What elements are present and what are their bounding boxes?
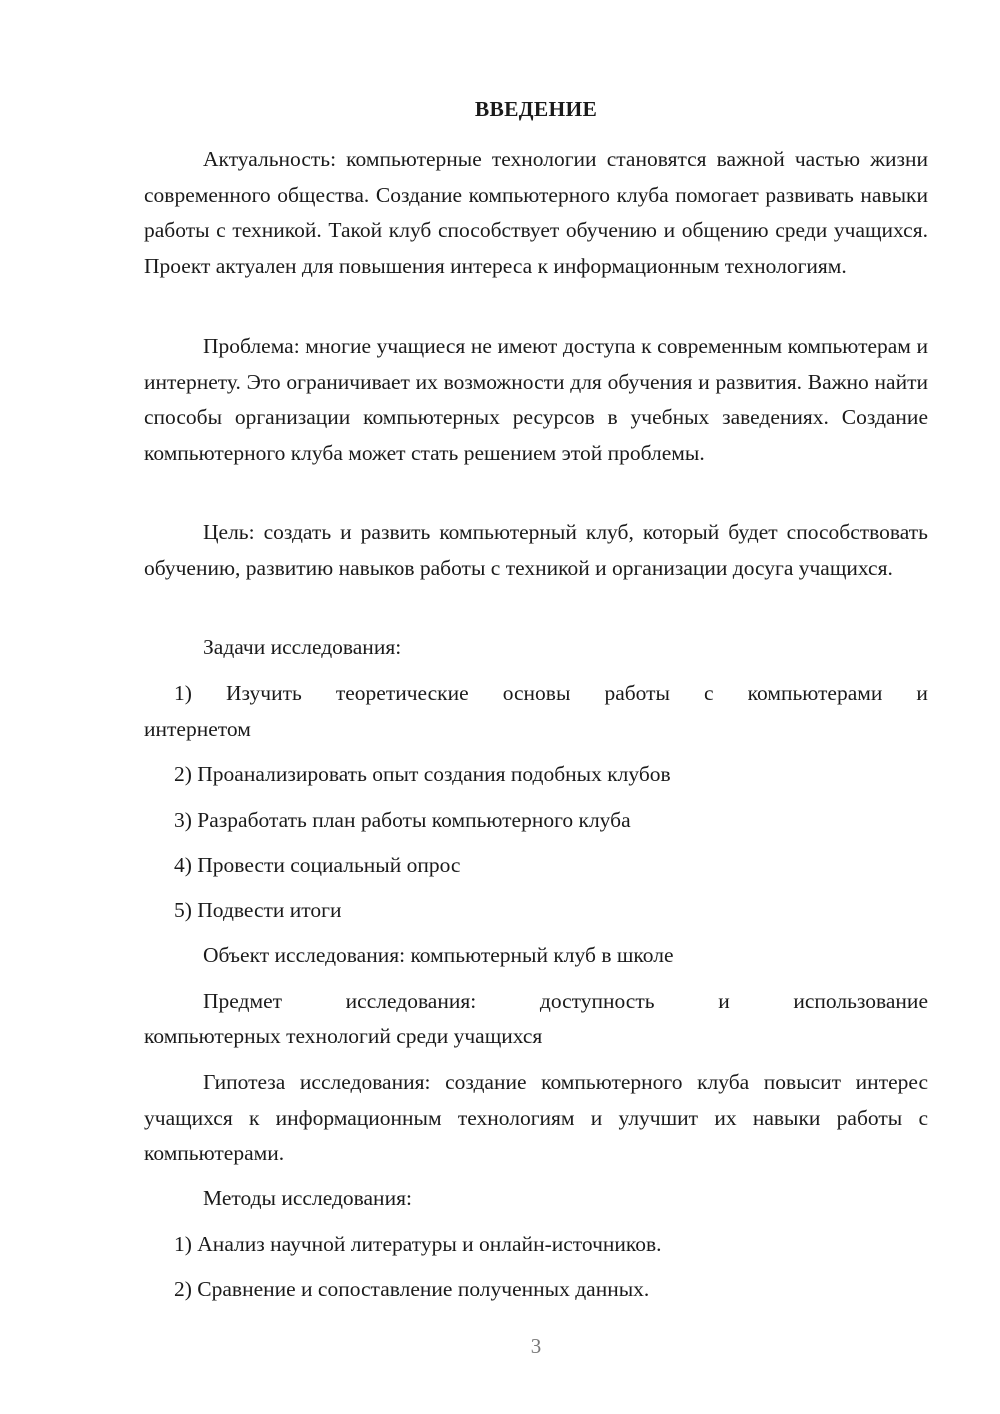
task-item-2: 2) Проанализировать опыт создания подобных клубов <box>174 762 671 786</box>
page-title: ВВЕДЕНИЕ <box>474 97 598 121</box>
task-1-word: 1) <box>174 681 192 705</box>
task-item-1-continuation: интернетом <box>144 717 251 741</box>
task-item-3: 3) Разработать план работы компьютерного клуба <box>174 808 631 832</box>
task-1-word: работы <box>604 681 670 705</box>
tasks-heading: Задачи исследования: <box>203 635 402 659</box>
subject-continuation: компьютерных технологий среди учащихся <box>144 1024 543 1048</box>
hypothesis-paragraph: Гипотеза исследования: создание компьютерного клуба повысит интерес учащихся к информационным технологиям и улучшит их навыки работы с компьютерами. <box>144 1070 928 1165</box>
subject-word: использование <box>793 989 928 1013</box>
task-item-5: 5) Подвести итоги <box>174 898 342 922</box>
task-1-word: основы <box>502 681 571 705</box>
task-1-word: Изучить <box>225 681 302 705</box>
object-line: Объект исследования: компьютерный клуб в школе <box>203 943 674 967</box>
subject-word: исследования: <box>345 989 477 1013</box>
task-1-word: компьютерами <box>747 681 883 705</box>
relevance-paragraph: Актуальность: компьютерные технологии становятся важной частью жизни современного общества. Создание компьютерного клуба помогает развивать навыки работы с техникой. Такой клуб способствует обучению и общению среди учащихся. Проект актуален для повышения интереса к информационным технологиям. <box>144 147 928 278</box>
task-1-word: теоретические <box>335 681 469 705</box>
task-item-1 <box>174 676 928 712</box>
goal-paragraph: Цель: создать и развить компьютерный клуб, который будет способствовать обучению, развитию навыков работы с техникой и организации досуга учащихся. <box>144 520 928 580</box>
task-1-word: с <box>704 681 714 705</box>
subject-word: Предмет <box>203 989 283 1013</box>
method-item-2: 2) Сравнение и сопоставление полученных данных. <box>174 1277 650 1301</box>
subject-word: доступность <box>539 989 655 1013</box>
methods-heading: Методы исследования: <box>203 1186 412 1210</box>
task-item-4: 4) Провести социальный опрос <box>174 853 461 877</box>
task-1-word: и <box>916 681 928 705</box>
subject-line <box>203 984 928 1020</box>
subject-word: и <box>718 989 730 1013</box>
method-item-1: 1) Анализ научной литературы и онлайн-источников. <box>174 1232 662 1256</box>
page-number: 3 <box>530 1334 542 1358</box>
problem-paragraph: Проблема: многие учащиеся не имеют доступа к современным компьютерам и интернету. Это ограничивает их возможности для обучения и развития. Важно найти способы организации компьютерных ресурсов в учебных заведениях. Создание компьютерного клуба может стать решением этой проблемы. <box>144 334 928 465</box>
